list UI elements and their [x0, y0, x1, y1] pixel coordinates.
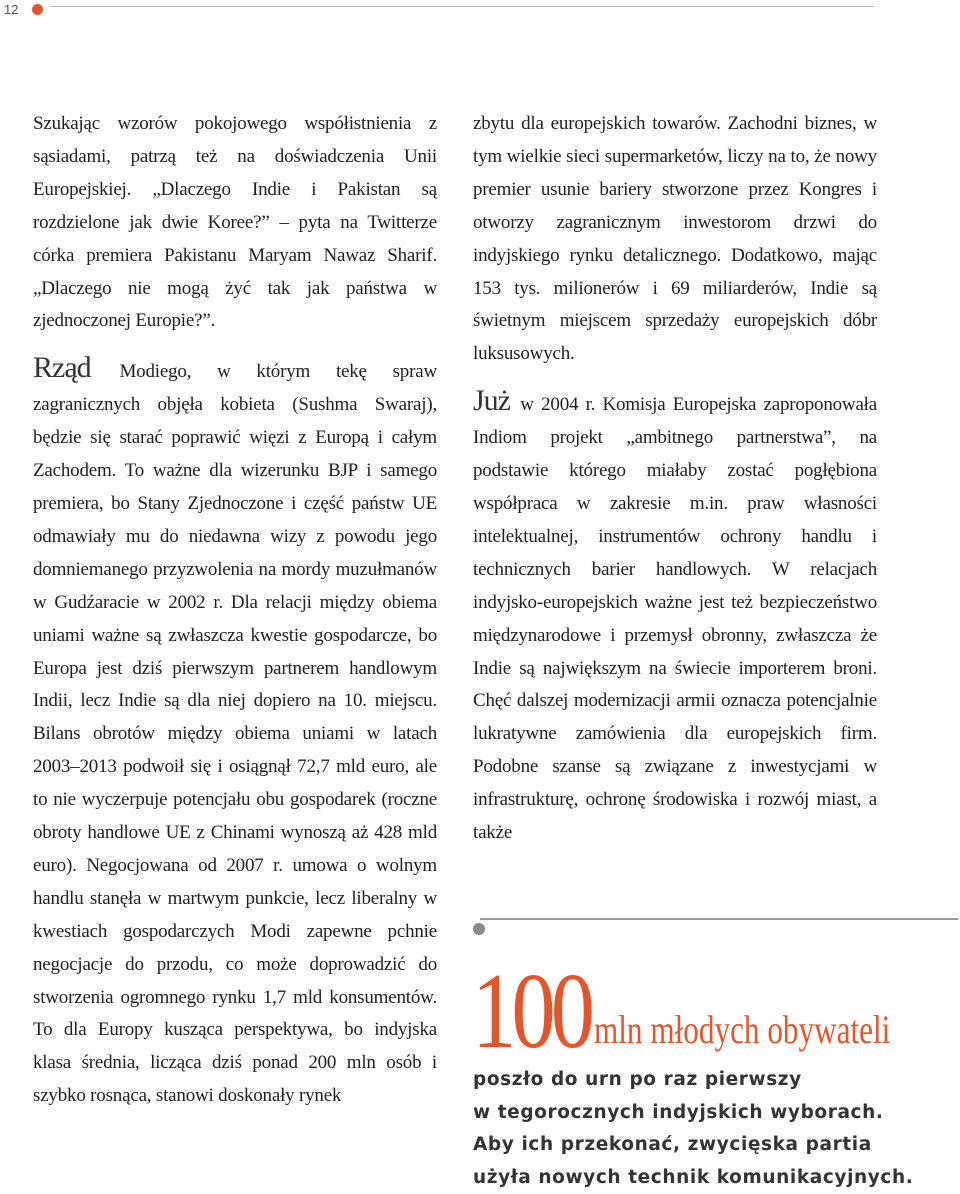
left-paragraph-2	[33, 352, 437, 1113]
header-rule	[50, 6, 874, 7]
stat-divider	[480, 918, 958, 920]
lead-word: Rząd	[33, 351, 91, 384]
right-paragraph-2-text: w 2004 r. Komisja Europejska zaproponowała Indiom projekt „ambitnego partnerstwa”, na podstawie którego miałaby zostać pogłębiona współpraca w zakresie m.in. praw własności intelektualnej, instrumentów ochrony handlu i technicznych barier handlowych. W relacjach indyjsko-europejskich ważne jest też bezpieczeństwo międzynarodowe i przemysł obronny, zwłaszcza że Indie są największym na świecie importerem broni. Chęć dalszej modernizacji armii oznacza potencjalnie lukratywne zamówienia dla europejskich firm. Podobne szanse są związane z inwestycjami w infrastrukturę, ochronę środowiska i rozwój miast, a także	[473, 394, 877, 843]
header-accent-dot	[32, 4, 43, 15]
stat-caption	[473, 1064, 953, 1194]
stat-caption-line: poszło do urn po raz pierwszy	[473, 1064, 953, 1097]
stat-callout	[472, 962, 952, 1062]
stat-unit: mln młodych obywateli	[594, 1006, 890, 1053]
stat-caption-line: w tegorocznych indyjskich wyborach.	[473, 1097, 953, 1130]
right-paragraph-1: zbytu dla europejskich towarów. Zachodni biznes, w tym wielkie sieci supermarketów, liczy na to, że nowy premier usunie bariery stworzone przez Kongres i otworzy zagranicznym inwestorom drzwi do indyjskiego rynku detalicznego. Dodatkowo, mając 153 tys. milionerów i 69 miliarderów, Indie są świetnym miejscem sprzedaży europejskich dóbr luksusowych.	[473, 108, 877, 371]
stat-divider-dot	[473, 923, 485, 935]
right-column	[473, 108, 877, 850]
page-number: 12	[4, 2, 18, 17]
stat-caption-line: Aby ich przekonać, zwycięska partia	[473, 1129, 953, 1162]
stat-number: 100	[472, 962, 590, 1062]
stat-caption-line: użyła nowych technik komunikacyjnych.	[473, 1162, 953, 1194]
left-paragraph-1: Szukając wzorów pokojowego współistnienia z sąsiadami, patrzą też na doświadczenia Unii Europejskiej. „Dlaczego Indie i Pakistan są rozdzielone jak dwie Koree?” – pyta na Twitterze córka premiera Pakistanu Maryam Nawaz Sharif. „Dlaczego nie mogą żyć tak jak państwa w zjednoczonej Europie?”.	[33, 108, 437, 338]
lead-word: Już	[473, 384, 510, 417]
left-column	[33, 108, 437, 1113]
right-paragraph-2	[473, 385, 877, 850]
left-paragraph-2-text: Modiego, w którym tekę spraw zagranicznych objęła kobieta (Sushma Swaraj), będzie się starać poprawić więzi z Europą i całym Zachodem. To ważne dla wizerunku BJP i samego premiera, bo Stany Zjednoczone i część państw UE odmawiały mu do niedawna wizy z powodu jego domniemanego przyzwolenia na mordy muzułmanów w Gudźaracie w 2002 r. Dla relacji między obiema uniami ważne są zwłaszcza kwestie gospodarcze, bo Europa jest dziś pierwszym partnerem handlowym Indii, lecz Indie są dla niej dopiero na 10. miejscu. Bilans obrotów między obiema uniami w latach 2003–2013 podwoił się i osiągnął 72,7 mld euro, ale to nie wyczerpuje potencjału obu gospodarek (roczne obroty handlowe UE z Chinami wynoszą aż 428 mld euro). Negocjowana od 2007 r. umowa o wolnym handlu stanęła w martwym punkcie, lecz liberalny w kwestiach gospodarczych Modi zapewne pchnie negocjacje do przodu, co może doprowadzić do stworzenia ogromnego rynku 1,7 mld konsumentów. To dla Europy kusząca perspektywa, bo indyjska klasa średnia, licząca dziś ponad 200 mln osób i szybko rosnąca, stanowi doskonały rynek	[33, 361, 437, 1106]
